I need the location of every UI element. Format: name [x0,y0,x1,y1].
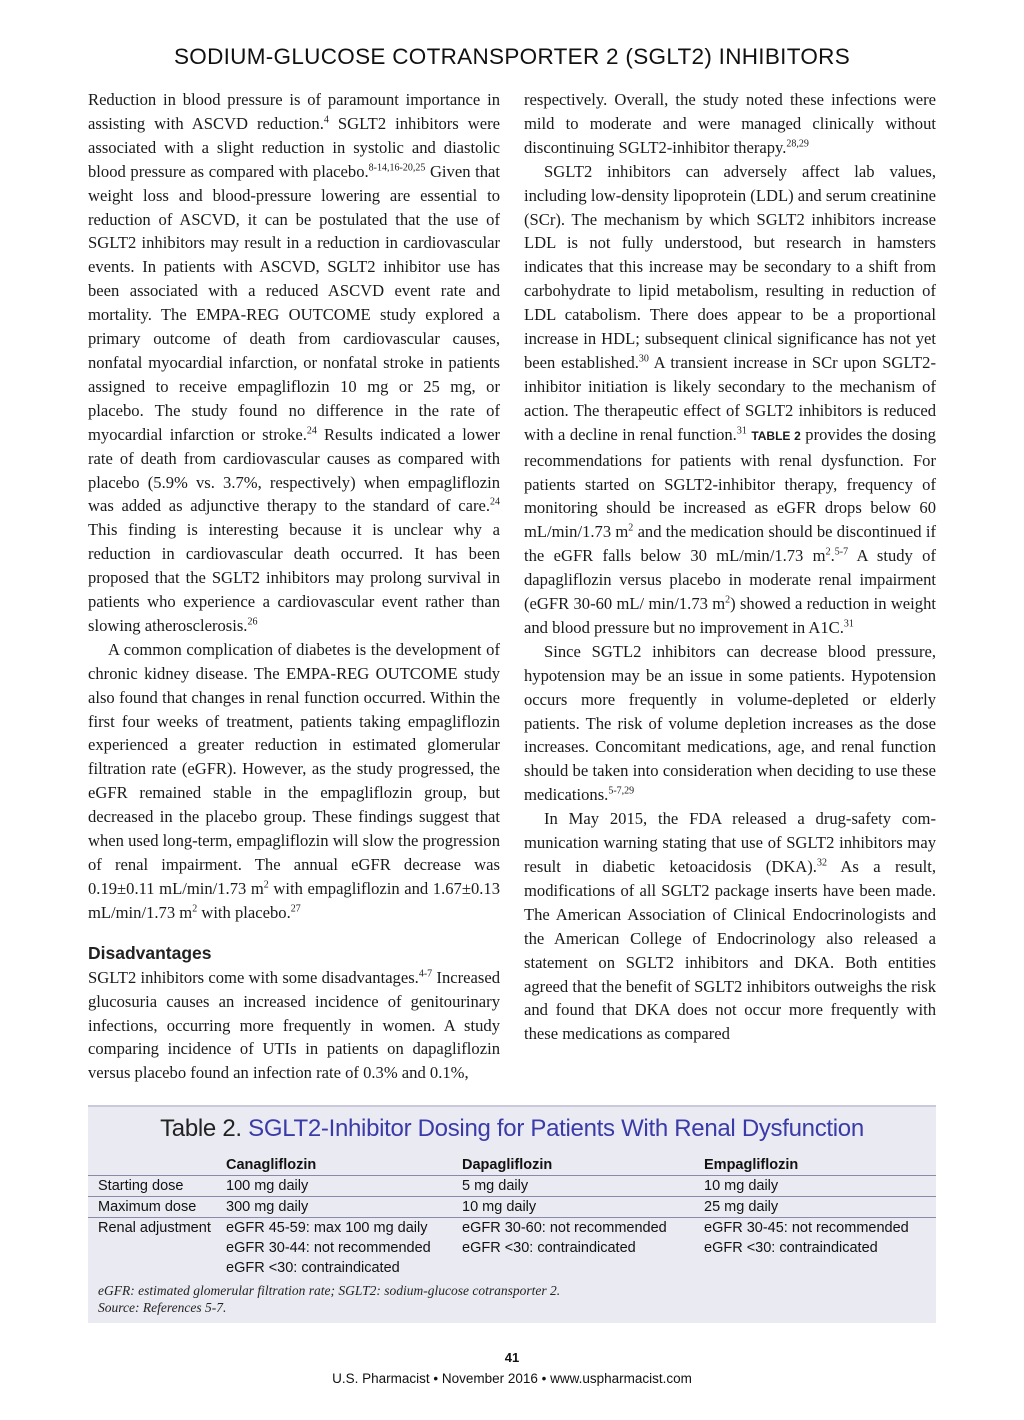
citation: 24 [306,425,317,437]
table-cell: 10 mg daily [704,1178,779,1194]
publication-footer: U.S. Pharmacist • November 2016 • www.uspharmacist.com [332,1371,692,1386]
row-label: Maximum dose [98,1199,197,1215]
row-label: Renal adjustment [98,1220,211,1236]
table-row [88,1197,936,1218]
text-span: Since SGTL2 inhibitors can decrease blood pressure, hypotension may be an issue in some patients. Hypotension occurs more frequently in volume-depleted or elderly patients. The risk of volume depletion increases as the dose increases. Concomitant medications, age, and renal function should be taken into consideration when deciding to use these medications. [524,641,936,805]
citation: 24 [490,496,500,508]
table-row [88,1176,936,1197]
cell-line: eGFR 30-60: not recommended [462,1220,667,1236]
paragraph [88,966,500,1086]
table-number: Table 2. [160,1115,242,1142]
citation: 30 [638,353,649,365]
citation: 31 [736,425,747,437]
table-reference: TABLE 2 [751,428,801,443]
text-span: A study of dapagliflozin versus placebo in moderate renal impairment (eGFR 30-60 mL/ min/1.73 m [524,546,936,614]
cell-line: eGFR <30: contraindicated [704,1240,878,1256]
table-cell: 100 mg daily [226,1178,309,1194]
table-cell: 25 mg daily [704,1199,779,1215]
left-column [88,88,500,1085]
table-cell: 5 mg daily [462,1178,529,1194]
dosing-table [88,1105,936,1323]
cell-line: eGFR 30-45: not recommended [704,1220,909,1236]
text-span: Reduction in blood pressure is of paramount importance in assisting with ASCVD reduction. [88,90,500,133]
table-cell [226,1218,431,1278]
table-title [88,1115,936,1143]
cell-line: eGFR 45-59: max 100 mg daily [226,1220,428,1236]
cell-line: eGFR <30: contraindicated [226,1260,400,1276]
text-span: SGLT2 inhibitors come with some disadvantages. [88,967,419,987]
text-span: Increased glucosuria causes an increased incidence of genitourinary infections, occurring more frequently in women. A study comparing incidence of UTIs in patients on dapagliflozin versus placebo found an infection rate of 0.3% and 0.1%, [88,967,500,1083]
text-span: A common complication of diabetes is the development of chronic kidney disease. The EMPA-REG OUTCOME study also found that changes in renal function occurred. Within the first four weeks of treatment, patients taking empagliflozin experienced a greater reduction in estimated glomerular filtration rate (eGFR). However, as the study progressed, the eGFR remained stable in the empagliflozin group, but decreased in the placebo group. These findings suggest that when used long-term, empagliflozin will slow the progression of renal impairment. The annual eGFR decrease was 0.19±0.11 mL/min/1.73 m [88,639,500,898]
column-header: Dapagliflozin [462,1157,553,1173]
superscript: 2 [263,879,269,891]
citation: 5-7,29 [608,785,635,797]
right-column [524,88,936,1046]
section-heading: Disadvantages [88,942,212,963]
superscript: 2 [825,546,831,558]
superscript: 2 [192,903,198,915]
citation: 4-7 [418,968,433,980]
table-row [88,1218,936,1280]
text-span: . [830,546,835,566]
paragraph [524,640,936,807]
citation: 28,29 [786,138,809,150]
table-notes [98,1282,560,1316]
text-span: This finding is interesting because it is unclear why a reduction in cardiovascular death occurred. It has been proposed that the SGLT2 inhibitors may prolong survival in patients who experience a cardiovascular event rather than slowing atherosclerosis. [88,520,500,635]
text-span: ) showed a reduction in weight and blood pressure but no improvement in A1C. [524,594,936,637]
citation: 31 [843,618,854,630]
page-number: 41 [504,1350,520,1365]
citation: 8-14,16-20,25 [368,162,426,174]
text-span: SGLT2 inhibitors were associated with a slight reduction in systolic and diastolic blood pressure as compared with placebo. [88,113,500,181]
paragraph [524,88,936,160]
text-span: with placebo. [197,902,291,922]
text-span: As a result, modifications of all SGLT2 package inserts have been made. The American Association of Clinical Endocrinologists and the American College of Endocrinology also released a statement on SGLT2 inhibitors and DKA. Both entities agreed that the benefit of SGLT2 inhibitors outweighs the risk and found that DKA does not occur more frequently with these medications as compared [524,857,936,1044]
citation: 32 [816,857,827,869]
citation: 5-7 [834,546,849,558]
table-footnote: eGFR: estimated glomerular filtration rate; SGLT2: sodium-glucose cotransporter 2. [98,1283,561,1298]
column-header: Canagliflozin [226,1157,317,1173]
text-span: provides the dosing recommendations for patients with renal dysfunction. For patients started on SGLT2-inhibitor therapy, frequency of monitoring should be increased as eGFR drops below 60 mL/min/1.73 m [524,424,936,542]
table-header-row [88,1155,936,1176]
citation: 4 [323,114,329,126]
text-span: In May 2015, the FDA released a drug-safety communication warning stating that use of SGLT2 inhibitors may result in diabetic ketoacidosis (DKA). [524,809,936,876]
citation: 26 [247,616,258,628]
table-caption: SGLT2-Inhibitor Dosing for Patients With Renal Dysfunction [248,1115,864,1142]
table-cell: 10 mg daily [462,1199,537,1215]
text-span: with empagliflozin and 1.67±0.13 mL/min/1.73 m [88,878,500,922]
table-cell [704,1218,909,1258]
text-span: Results indicated a lower rate of death from cardiovascular causes as compared with placebo (5.9% vs. 3.7%, respectively) when empagliflozin was added as adjunctive therapy to the standard of care. [88,424,500,516]
paragraph [524,807,936,1046]
text-span: A transient increase in SCr upon SGLT2-inhibitor initiation is likely secondary to the mechanism of action. The therapeutic effect of SGLT2 inhibitors is reduced with a decline in renal function. [524,352,936,444]
table-cell: 300 mg daily [226,1199,309,1215]
superscript: 2 [725,594,731,606]
text-span: and the medication should be discontinued if the eGFR falls below 30 mL/min/1.73 m [524,522,936,566]
citation: 27 [290,903,301,915]
text-span: respectively. Overall, the study noted these infections were mild to moderate and were managed clinically without discontinuing SGLT2-inhibitor therapy. [524,90,936,157]
table-source: Source: References 5-7. [98,1300,227,1315]
cell-line: eGFR <30: contraindicated [462,1240,636,1256]
text-span: SGLT2 inhibitors can adversely affect lab values, including low-density lipoprotein (LDL) and serum creatinine (SCr). The mechanism by which SGLT2 inhibitors increase LDL is not fully understood, but research in hamsters indicates that this increase may be secondary to a shift from carbohydrate to lipid metabolism, resulting in reduction of LDL catabolism. There does appear to be a proportional increase in HDL; subsequent clinical significance has not yet been established. [524,161,936,372]
table-cell [462,1218,667,1258]
column-header: Empagliflozin [704,1157,799,1173]
cell-line: eGFR 30-44: not recommended [226,1240,431,1256]
superscript: 2 [628,522,634,534]
row-label: Starting dose [98,1178,184,1194]
table-grid [88,1155,936,1280]
paragraph [88,638,500,925]
running-header: SODIUM-GLUCOSE COTRANSPORTER 2 (SGLT2) INHIBITORS [173,44,851,69]
paragraph [88,88,500,638]
text-span: Given that weight loss and blood-pressure lowering are essential to reduction of ASCVD, it can be postulated that the use of SGLT2 inhibitors may result in a reduction in cardiovascular events. In patients with ASCVD, SGLT2 inhibitor use has been associated with a reduced ASCVD event rate and mortality. The EMPA-REG OUTCOME study explored a primary outcome of death from cardiovascular causes, nonfatal myocardial infarction, or nonfatal stroke in patients assigned to receive empagliflozin 10 mg or 25 mg, or placebo. The study found no difference in the rate of myocardial infarction or stroke. [88,161,500,444]
paragraph [524,160,936,640]
